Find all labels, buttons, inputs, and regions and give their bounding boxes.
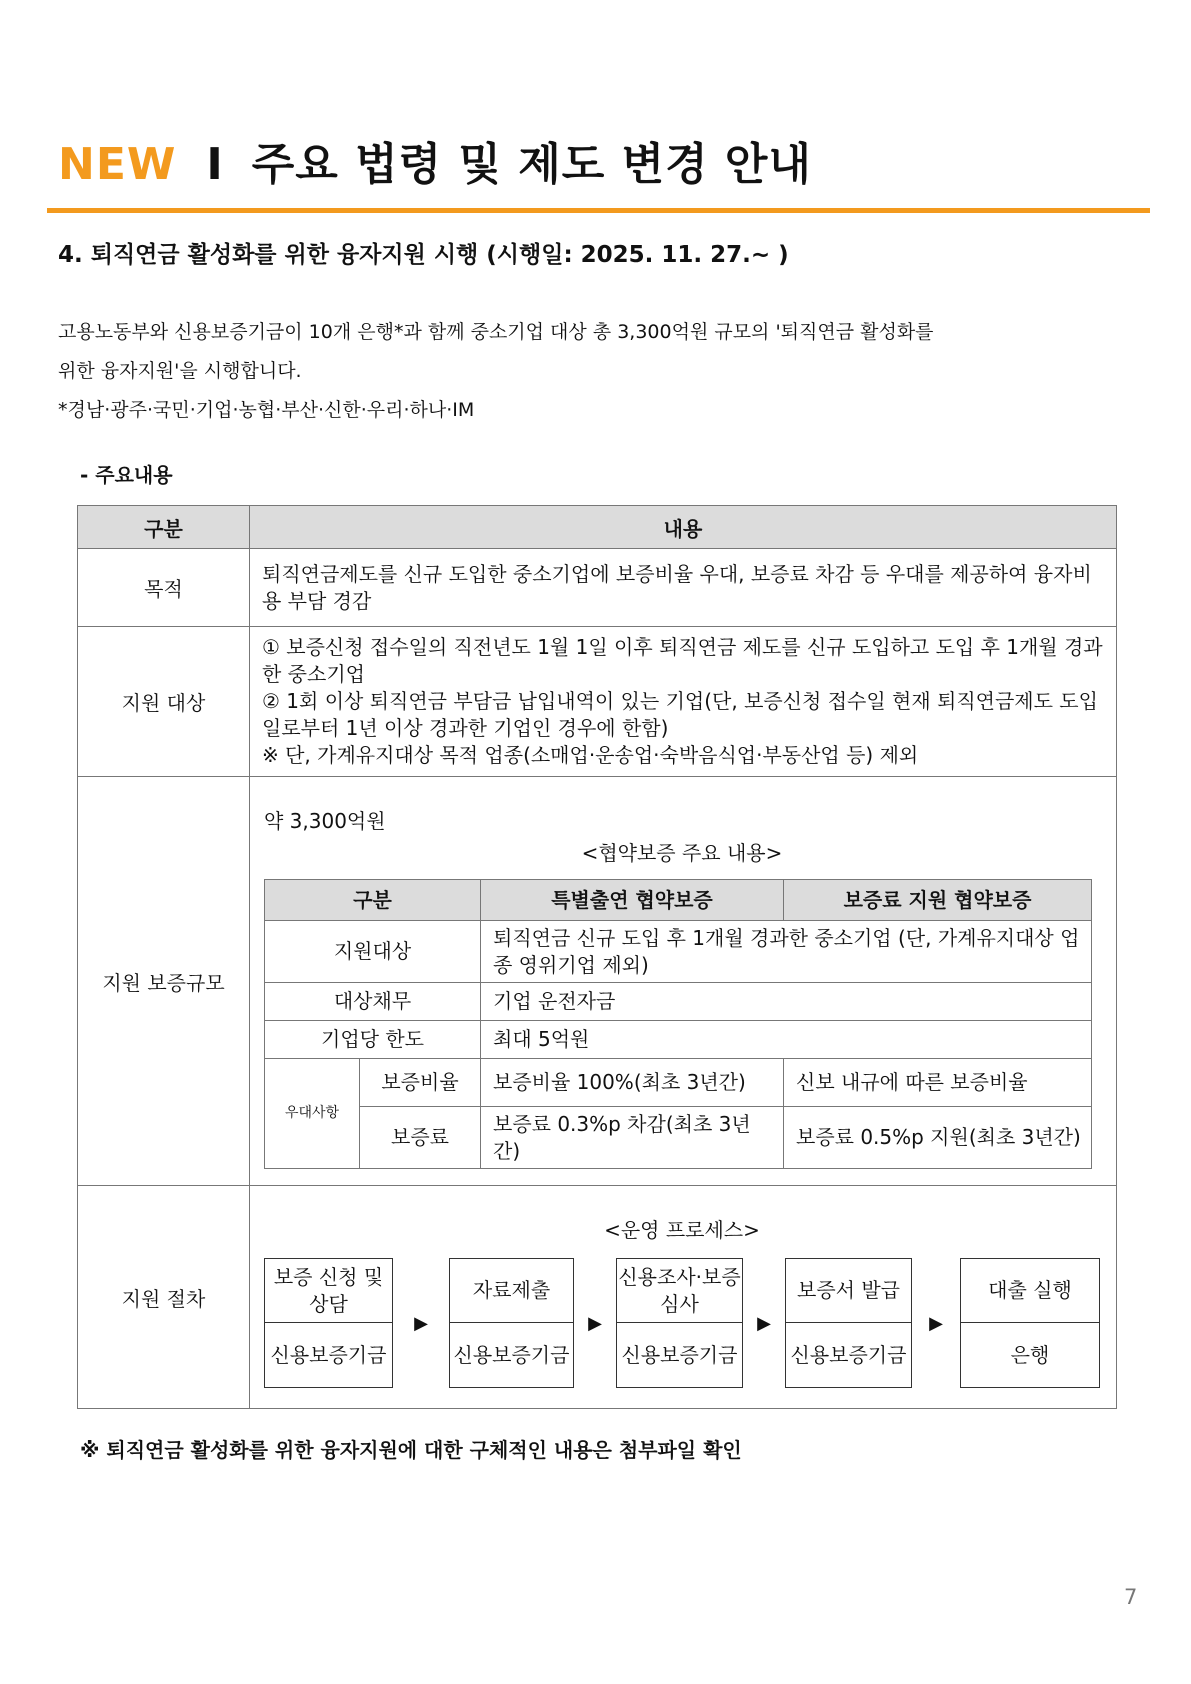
inner-ratio-special: 보증비율 100%(최초 3년간) — [481, 1059, 784, 1107]
process-step-agent: 신용보증기금 — [621, 1342, 738, 1367]
inner-pref-label: 우대사항 — [265, 1059, 360, 1169]
scale-label: 지원 보증규모 — [78, 777, 250, 1186]
target-item-1: ① 보증신청 접수일의 직전년도 1월 1일 이후 퇴직연금 제도를 신규 도입하고 도입 후 1개월 경과한 중소기업 — [262, 635, 1103, 686]
arrow-right-icon: ▶ — [929, 1312, 943, 1334]
intro-paragraph — [58, 313, 1138, 430]
process-step — [449, 1258, 574, 1388]
target-content — [250, 627, 1117, 777]
inner-header-row — [265, 880, 1092, 921]
bank-list: *경남·광주·국민·기업·농협·부산·신한·우리·하나·IM — [58, 399, 475, 421]
header-rule — [47, 208, 1150, 213]
process-step — [785, 1258, 912, 1388]
guarantee-table — [264, 879, 1092, 1169]
process-step-name: 자료제출 — [450, 1259, 573, 1323]
process-step-name: 보증 신청 및 상담 — [265, 1259, 392, 1323]
new-label: NEW — [58, 139, 177, 190]
main-content-table — [77, 505, 1117, 1409]
arrow-right-icon: ▶ — [588, 1312, 602, 1334]
header-content: 내용 — [250, 506, 1117, 549]
inner-table-title: <협약보증 주요 내용> — [581, 841, 783, 865]
process-step-agent: 은행 — [1010, 1342, 1050, 1367]
header-separator: I — [206, 139, 224, 190]
process-step-name: 보증서 발급 — [786, 1259, 911, 1323]
inner-fee-fee: 보증료 0.5%p 지원(최초 3년간) — [784, 1107, 1092, 1169]
page-header — [58, 128, 812, 192]
inner-target-row — [265, 921, 1092, 983]
inner-fee-label: 보증료 — [360, 1107, 481, 1169]
inner-debt-value: 기업 운전자금 — [481, 983, 1092, 1021]
target-label: 지원 대상 — [78, 627, 250, 777]
inner-debt-label: 대상채무 — [265, 983, 481, 1021]
process-flow — [264, 1258, 1100, 1388]
process-step — [264, 1258, 393, 1388]
process-step — [616, 1258, 743, 1388]
procedure-label: 지원 절차 — [78, 1186, 250, 1409]
process-step-agent: 신용보증기금 — [453, 1342, 570, 1367]
inner-header-category: 구분 — [265, 880, 481, 921]
inner-ratio-label: 보증비율 — [360, 1059, 481, 1107]
scale-amount: 약 3,300억원 — [264, 809, 386, 833]
process-step-agent: 신용보증기금 — [270, 1342, 387, 1367]
scale-row — [78, 777, 1117, 1186]
procedure-content — [250, 1186, 1117, 1409]
page-number: 7 — [1124, 1585, 1138, 1609]
arrow-right-icon: ▶ — [757, 1312, 771, 1334]
inner-debt-row — [265, 983, 1092, 1021]
inner-header-special: 특별출연 협약보증 — [481, 880, 784, 921]
process-step — [960, 1258, 1100, 1388]
target-row — [78, 627, 1117, 777]
process-step-name: 대출 실행 — [961, 1259, 1099, 1323]
page-title: 주요 법령 및 제도 변경 안내 — [251, 139, 812, 190]
inner-target-value: 퇴직연금 신규 도입 후 1개월 경과한 중소기업 (단, 가계유지대상 업종 영위기업 제외) — [481, 921, 1092, 983]
process-title: <운영 프로세스> — [604, 1218, 760, 1242]
process-step-name: 신용조사·보증심사 — [617, 1259, 742, 1323]
procedure-row — [78, 1186, 1117, 1409]
inner-target-label: 지원대상 — [265, 921, 481, 983]
inner-limit-row — [265, 1021, 1092, 1059]
intro-line-1: 고용노동부와 신용보증기금이 10개 은행*과 함께 중소기업 대상 총 3,300억원 규모의 '퇴직연금 활성화를 — [58, 321, 934, 343]
target-exclusion: ※ 단, 가계유지대상 목적 업종(소매업·운송업·숙박음식업·부동산업 등) 제외 — [262, 743, 919, 767]
inner-fee-row — [265, 1107, 1092, 1169]
purpose-row — [78, 549, 1117, 627]
inner-fee-special: 보증료 0.3%p 차감(최초 3년간) — [481, 1107, 784, 1169]
purpose-text: 퇴직연금제도를 신규 도입한 중소기업에 보증비율 우대, 보증료 차감 등 우대를 제공하여 융자비용 부담 경감 — [250, 549, 1117, 627]
inner-limit-label: 기업당 한도 — [265, 1021, 481, 1059]
footnote: ※ 퇴직연금 활성화를 위한 융자지원에 대한 구체적인 내용은 첨부파일 확인 — [80, 1438, 742, 1462]
table-header-row — [78, 506, 1117, 549]
scale-content — [250, 777, 1117, 1186]
section-title: 4. 퇴직연금 활성화를 위한 융자지원 시행 (시행일: 2025. 11. 27.~ ) — [58, 242, 789, 268]
subheading: - 주요내용 — [80, 463, 173, 487]
inner-limit-value: 최대 5억원 — [481, 1021, 1092, 1059]
intro-line-2: 위한 융자지원'을 시행합니다. — [58, 360, 302, 382]
inner-ratio-row — [265, 1059, 1092, 1107]
target-item-2: ② 1회 이상 퇴직연금 부담금 납입내역이 있는 기업(단, 보증신청 접수일 현재 퇴직연금제도 도입일로부터 1년 이상 경과한 기업인 경우에 한함) — [262, 689, 1098, 740]
inner-ratio-fee: 신보 내규에 따른 보증비율 — [784, 1059, 1092, 1107]
purpose-label: 목적 — [78, 549, 250, 627]
inner-header-fee: 보증료 지원 협약보증 — [784, 880, 1092, 921]
header-category: 구분 — [78, 506, 250, 549]
process-step-agent: 신용보증기금 — [790, 1342, 907, 1367]
arrow-right-icon: ▶ — [414, 1312, 428, 1334]
